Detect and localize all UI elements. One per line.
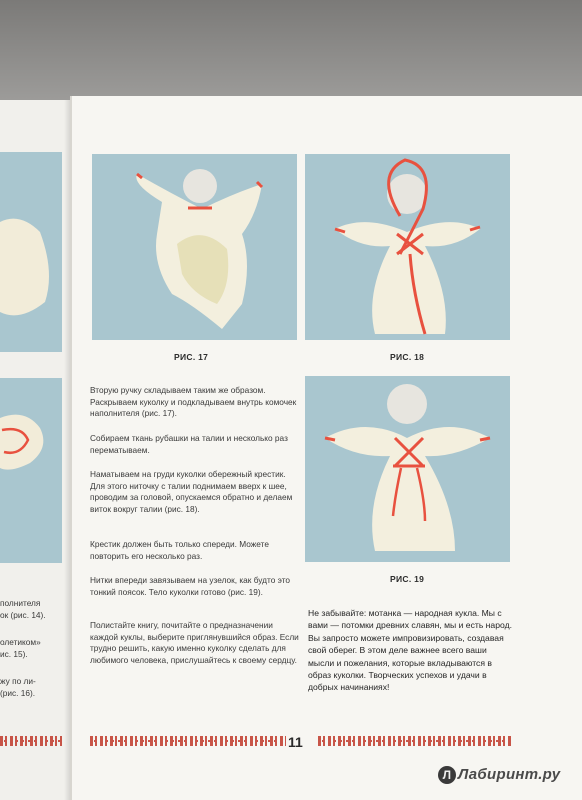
photo-fig19 — [305, 376, 510, 562]
left-fragment-5: жу по ли- — [0, 676, 36, 686]
doll-fig17-image — [92, 154, 297, 340]
footer-ornament-left — [90, 736, 286, 746]
left-fragment-2: ок (рис. 14). — [0, 610, 46, 620]
photo-fig17 — [92, 154, 297, 340]
caption-fig17: РИС. 17 — [174, 352, 209, 362]
scan-background — [0, 0, 582, 102]
left-doll-image — [0, 152, 62, 352]
left-photo-top — [0, 152, 62, 352]
watermark — [438, 766, 560, 784]
left-ornament-border — [0, 736, 62, 746]
left-photo-bottom — [0, 378, 62, 563]
left-doll-image-2 — [0, 378, 62, 563]
paragraph-2: Собираем ткань рубашки на талии и несколько раз перематываем. — [90, 433, 288, 455]
closing-paragraph: Не забывайте: мотанка — народная кукла. Мы с вами — потомки древних славян, мы и есть народ. Вы запросто можете импровизировать, создавая свой оберег. В этом деле важнее всего ваши мысли и пожелания, которые вкладываются в образ куколки. Творческих успехов и удачи в добрых начинаниях! — [308, 608, 512, 693]
footer-ornament-right — [318, 736, 512, 746]
caption-fig19: РИС. 19 — [390, 574, 425, 584]
caption-fig18: РИС. 18 — [390, 352, 425, 362]
left-fragment-1: полнителя — [0, 598, 41, 608]
right-page — [70, 96, 582, 800]
paragraph-5: Нитки впереди завязываем на узелок, как будто это тонкий поясок. Тело куколки готово (рис. 19). — [90, 575, 291, 597]
left-fragment-4: ис. 15). — [0, 649, 28, 659]
labirint-logo-icon: Л — [438, 766, 456, 784]
page-number: 11 — [288, 734, 303, 750]
left-fragment-3: олетиком» — [0, 637, 41, 647]
paragraph-4: Крестик должен быть только спереди. Можете повторить его несколько раз. — [90, 539, 269, 561]
doll-fig18-image — [305, 154, 510, 340]
watermark-text: Лабиринт.ру — [458, 766, 561, 783]
doll-fig19-image — [305, 376, 510, 562]
paragraph-3: Наматываем на груди куколки обережный крестик. Для этого ниточку с талии поднимаем вверх к шее, проводим за головой, опускаемся обратно и делаем виток вокруг талии (рис. 18). — [90, 469, 293, 514]
paragraph-1: Вторую ручку складываем таким же образом. Раскрываем куколку и подкладываем внутрь комочек наполнителя (рис. 17). — [90, 385, 297, 419]
left-fragment-6: (рис. 16). — [0, 688, 36, 698]
paragraph-6: Полистайте книгу, почитайте о предназначении каждой куклы, выберите приглянувшийся образ. Если трудно решить, какую именно куколку сделать для любимого человека, прислушайтесь к своему сердцу. — [90, 620, 299, 665]
photo-fig18 — [305, 154, 510, 340]
left-page — [0, 100, 78, 800]
